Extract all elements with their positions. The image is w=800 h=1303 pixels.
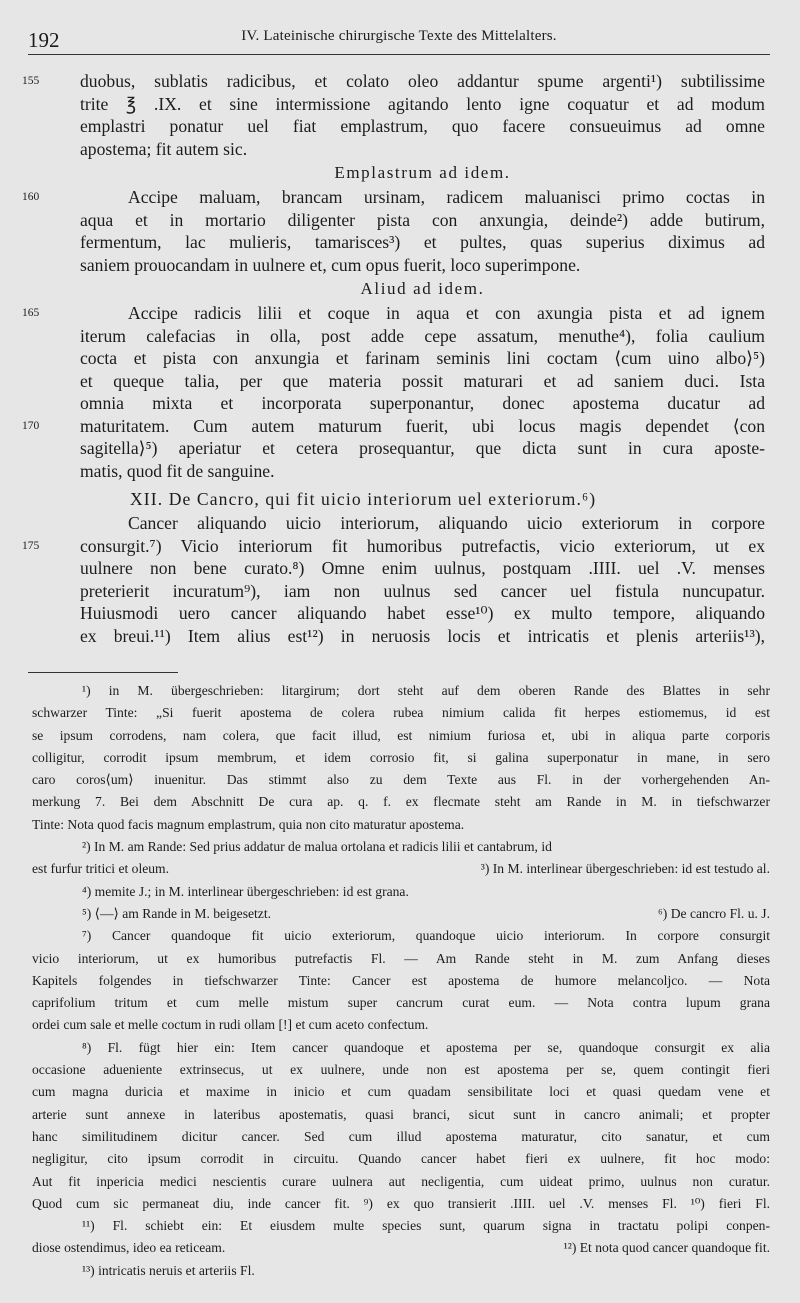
section-heading: Emplastrum ad idem.	[334, 163, 511, 182]
footnote-line: schwarzer Tinte: „Si fuerit apostema de colera rubea nimium calida fit herpes estiomemus, id est	[32, 705, 770, 721]
footnote-line: hanc similitudinem dicitur cancer. Sed cum illud apostema maturatur, cito sanatur, et cum	[32, 1128, 770, 1144]
footnote-segment: ⁵) ⟨—⟩ am Rande in M. beigesetzt.	[82, 905, 271, 921]
footnote-line: ⁸) Fl. fügt hier ein: Item cancer quandoque et apostema per se, quandoque consurgit ex alia	[82, 1039, 770, 1055]
line-number: 170	[22, 419, 40, 432]
footnote-segment: ³) In M. interlinear übergeschrieben: id est testudo al.	[480, 861, 770, 877]
line-number: 155	[22, 75, 40, 87]
footnote-segment: ⁶) De cancro Fl. u. J.	[658, 905, 770, 921]
text-line: fermentum, lac mulieris, tamarisces³) et pultes, quas superius diximus ad	[80, 232, 765, 252]
footnote-line: Quod cum sic permaneat diu, inde cancer fit. ⁹) ex quo transierit .IIII. uel .V. menses Fl. ¹⁰) fieri Fl.	[32, 1195, 770, 1211]
line-number: 175	[22, 539, 40, 552]
footnote-line: Kapitels folgendes in tiefschwarzer Tinte: Cancer est apostema de humore melancoljco. — Nota	[32, 972, 770, 988]
text-line: 155 duobus, sublatis radicibus, et colato oleo addantur spume argenti¹) subtilissime	[22, 71, 765, 91]
text-line: 165 Accipe radicis lilii et coque in aqua et con axungia pista et ad ignem	[22, 303, 765, 323]
text-line: trite ℥ .IX. et sine intermissione agitando lento igne coquatur et ad modum	[80, 93, 765, 114]
footnote-line: Aut fit inpericia medici nescientis curare uulnera aut necligentia, cum uideat primo, uulnus non curatur.	[32, 1173, 770, 1189]
text-line: apostema; fit autem sic.	[80, 138, 248, 159]
footnotes	[32, 680, 770, 1282]
section-heading: Aliud ad idem.	[360, 279, 485, 298]
footnote-line: cum magna duricia et maxime in inicio et cum quadam sensibilitate loci et quasi quedam vene et	[32, 1084, 770, 1100]
footnote-line: se ipsum corrodens, nam colera, que facit illud, est nimium furiosa et, ubi in aliqua parte corporis	[32, 727, 770, 743]
footnote-line: ¹³) intricatis neruis et arteriis Fl.	[82, 1262, 255, 1278]
text-line: iterum calefacias in olla, post adde cepe assatum, menuthe⁴), folia caulium	[80, 325, 765, 346]
footnote-rule	[28, 672, 178, 673]
footnote-line	[32, 1237, 770, 1259]
text-line: cocta et pista con anxungia et farinam seminis lini coctam ⟨cum uino albo⟩⁵)	[80, 348, 765, 368]
text-line: emplastri ponatur uel fiat emplastrum, quo facere consueuimus ad omne	[80, 116, 765, 136]
footnote-line: ²) In M. am Rande: Sed prius addatur de malua ortolana et radicis lilii et cantabrum, id	[82, 839, 552, 855]
footnote-line: caro coros⟨um⟩ inuenitur. Das stimmt also zu dem Texte aus Fl. in der vorhergehenden An-	[32, 772, 770, 788]
text-line: sagitella⟩⁵) aperiatur et cetera prosequantur, que dicta sunt in cura aposte-	[80, 438, 765, 458]
footnote-line	[32, 903, 770, 925]
text-line: uulnere non bene curato.⁸) Omne enim uulnus, postquam .IIII. uel .V. menses	[80, 558, 765, 578]
footnote-line: ⁷) Cancer quandoque fit uicio exteriorum, quandoque uicio interiorum. In corpore consurgit	[82, 928, 770, 944]
text-line: 160 Accipe maluam, brancam ursinam, radicem maluanisci primo coctas in	[22, 187, 765, 207]
running-title: IV. Lateinische chirurgische Texte des Mittelalters.	[241, 28, 557, 44]
footnote-segment: diose ostendimus, ideo ea reticeam.	[32, 1240, 226, 1256]
chapter-heading: XII. De Cancro, qui fit uicio interiorum uel exteriorum.⁶)	[130, 489, 597, 509]
footnote-line: occasione adueniente extrinsecus, ut ex uulnere, unde non est apostema per se, quem contingit fieri	[32, 1062, 770, 1078]
footnote-line: colligitur, corrodit ipsum membrum, et idem corrosio fit, si galina superponatur in mane, in sero	[32, 749, 770, 765]
line-number: 165	[22, 307, 40, 319]
line-number: 160	[22, 191, 40, 203]
footnote-line: vicio interiorum, ut ex humoribus putrefactis Fl. — Am Rande steht in M. zum Anfang dieses	[32, 950, 770, 966]
footnote-line: negligitur, cito ipsum corrodit in circuitu. Quando cancer habet fieri ex uulnere, fit hoc modo:	[32, 1151, 770, 1167]
footnote-line: ⁴) memite J.; in M. interlinear übergeschrieben: id est grana.	[82, 883, 409, 899]
footnote-line	[32, 858, 770, 880]
text-line: Huiusmodi uero cancer aliquando habet esse¹⁰) ex multo tempore, aliquando	[80, 603, 765, 623]
text-line: ex breui.¹¹) Item alius est¹²) in neruosis locis et intricatis et plenis arteriis¹³),	[80, 625, 765, 646]
footnote-line: ordei cum sale et melle coctum in rudi ollam [!] et cum aceto confectum.	[32, 1017, 429, 1033]
page-header	[28, 24, 770, 55]
text-line: omnia mixta et incorporata superponantur, donec apostema ducatur ad	[80, 393, 765, 413]
text-line: 175 consurgit.⁷) Vicio interiorum fit humoribus putrefactis, vicio exteriorum, ut ex	[22, 535, 765, 556]
footnote-segment: est furfur tritici et oleum.	[32, 861, 170, 877]
text-line: preterierit incuratum⁹), iam non uulnus sed cancer uel fistula nuncupatur.	[80, 580, 765, 601]
text-line: Cancer aliquando uicio interiorum, aliquando uicio exteriorum in corpore	[128, 513, 765, 533]
footnote-line: caprifolium tritum et cum melle mistum super cancrum curat eum. — Nota contra lupum grana	[32, 995, 770, 1011]
footnote-line: Tinte: Nota quod facis magnum emplastrum, quia non cito maturatur apostema.	[32, 816, 465, 832]
footnote-line: merkung 7. Bei dem Abschnitt De cura ap. q. f. ex flecmate steht am Rande in M. in tiefschwarzer	[32, 794, 770, 810]
footnote-line: arterie sunt annexe in lateribus apostematis, quasi branci, sicut sunt in cancro animali; et propter	[32, 1106, 770, 1122]
text-line: saniem prouocandam in uulnere et, cum opus fuerit, loco superimpone.	[80, 254, 581, 275]
text-line: aqua et in mortario diligenter pista con anxungia, deinde²) adde butirum,	[80, 209, 765, 230]
text-line: 170 maturitatem. Cum autem maturum fuerit, ubi locus magis dependet ⟨con	[22, 415, 765, 436]
footnote-segment: ¹²) Et nota quod cancer quandoque fit.	[563, 1240, 770, 1256]
footnote-line: ¹¹) Fl. schiebt ein: Et eiusdem multe species sunt, quarum signa in tractatu polipi conpen-	[82, 1218, 770, 1234]
page-number: 192	[28, 28, 60, 52]
main-text	[22, 70, 765, 647]
text-line: et queque talia, per que materia possit maturari et ad saniem duci. Ista	[80, 370, 765, 391]
footnote-line: ¹) in M. übergeschrieben: litargirum; dort steht auf dem oberen Rande des Blattes in sehr	[82, 683, 770, 698]
text-line: matis, quod fit de sanguine.	[80, 460, 275, 481]
